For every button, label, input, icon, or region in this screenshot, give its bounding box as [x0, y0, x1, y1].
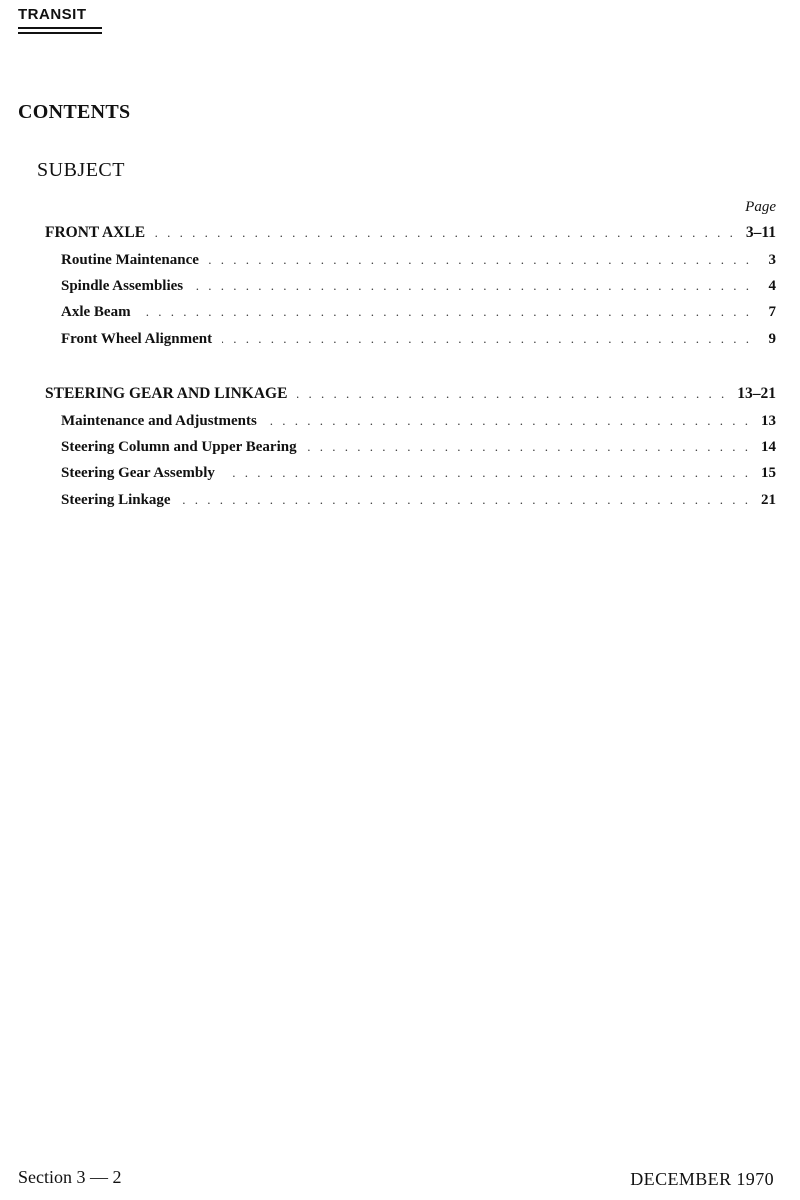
toc-section-front-axle[interactable] — [45, 223, 776, 243]
toc-item-label: Spindle Assemblies — [61, 278, 184, 294]
toc-item-spindle-assemblies[interactable] — [61, 276, 776, 296]
page-column-heading: Page — [745, 199, 776, 215]
toc-item-axle-beam[interactable] — [61, 302, 776, 322]
toc-page-number: 14 — [761, 439, 776, 455]
toc-item-front-wheel-alignment[interactable] — [61, 329, 776, 349]
toc-page-number: 13–21 — [737, 385, 776, 402]
footer-section-number: Section 3 — 2 — [18, 1167, 122, 1187]
dot-leader — [267, 411, 751, 431]
toc-section-label: FRONT AXLE — [45, 224, 146, 241]
toc-item-label: Steering Gear Assembly — [61, 465, 215, 481]
toc-section-steering[interactable] — [45, 384, 776, 404]
toc-item-label: Steering Column and Upper Bearing — [61, 439, 297, 455]
toc-section-label: STEERING GEAR AND LINKAGE — [45, 385, 288, 402]
page-title: CONTENTS — [18, 101, 131, 123]
toc-item-maintenance-adjustments[interactable] — [61, 411, 776, 431]
toc-item-steering-gear-assembly[interactable] — [61, 463, 776, 483]
dot-leader — [193, 276, 752, 296]
toc-item-label: Maintenance and Adjustments — [61, 413, 257, 429]
toc-page-number: 3–11 — [745, 224, 776, 241]
dot-leader — [307, 437, 751, 457]
toc-page-number: 3 — [768, 252, 776, 268]
brand-name: TRANSIT — [18, 6, 87, 23]
toc-page-number: 21 — [761, 492, 776, 508]
toc-item-label: Axle Beam — [61, 304, 131, 320]
toc-page-number: 13 — [761, 413, 776, 429]
toc-page-number: 7 — [768, 304, 776, 320]
toc-item-label: Front Wheel Alignment — [61, 331, 213, 347]
toc-item-label: Steering Linkage — [61, 492, 171, 508]
footer-date: DECEMBER 1970 — [630, 1169, 774, 1189]
toc-item-routine-maintenance[interactable] — [61, 250, 776, 270]
dot-leader — [225, 463, 751, 483]
toc-item-steering-linkage[interactable] — [61, 490, 776, 510]
dot-leader — [209, 250, 752, 270]
toc-item-label: Routine Maintenance — [61, 252, 199, 268]
dot-leader — [181, 490, 751, 510]
toc-page-number: 4 — [768, 278, 776, 294]
dot-leader — [297, 384, 727, 404]
dot-leader — [141, 302, 752, 322]
toc-item-steering-column[interactable] — [61, 437, 776, 457]
toc-page-number: 9 — [768, 331, 776, 347]
toc-page-number: 15 — [761, 465, 776, 481]
dot-leader — [222, 329, 752, 349]
subject-heading: SUBJECT — [37, 159, 125, 181]
dot-leader — [155, 223, 736, 243]
